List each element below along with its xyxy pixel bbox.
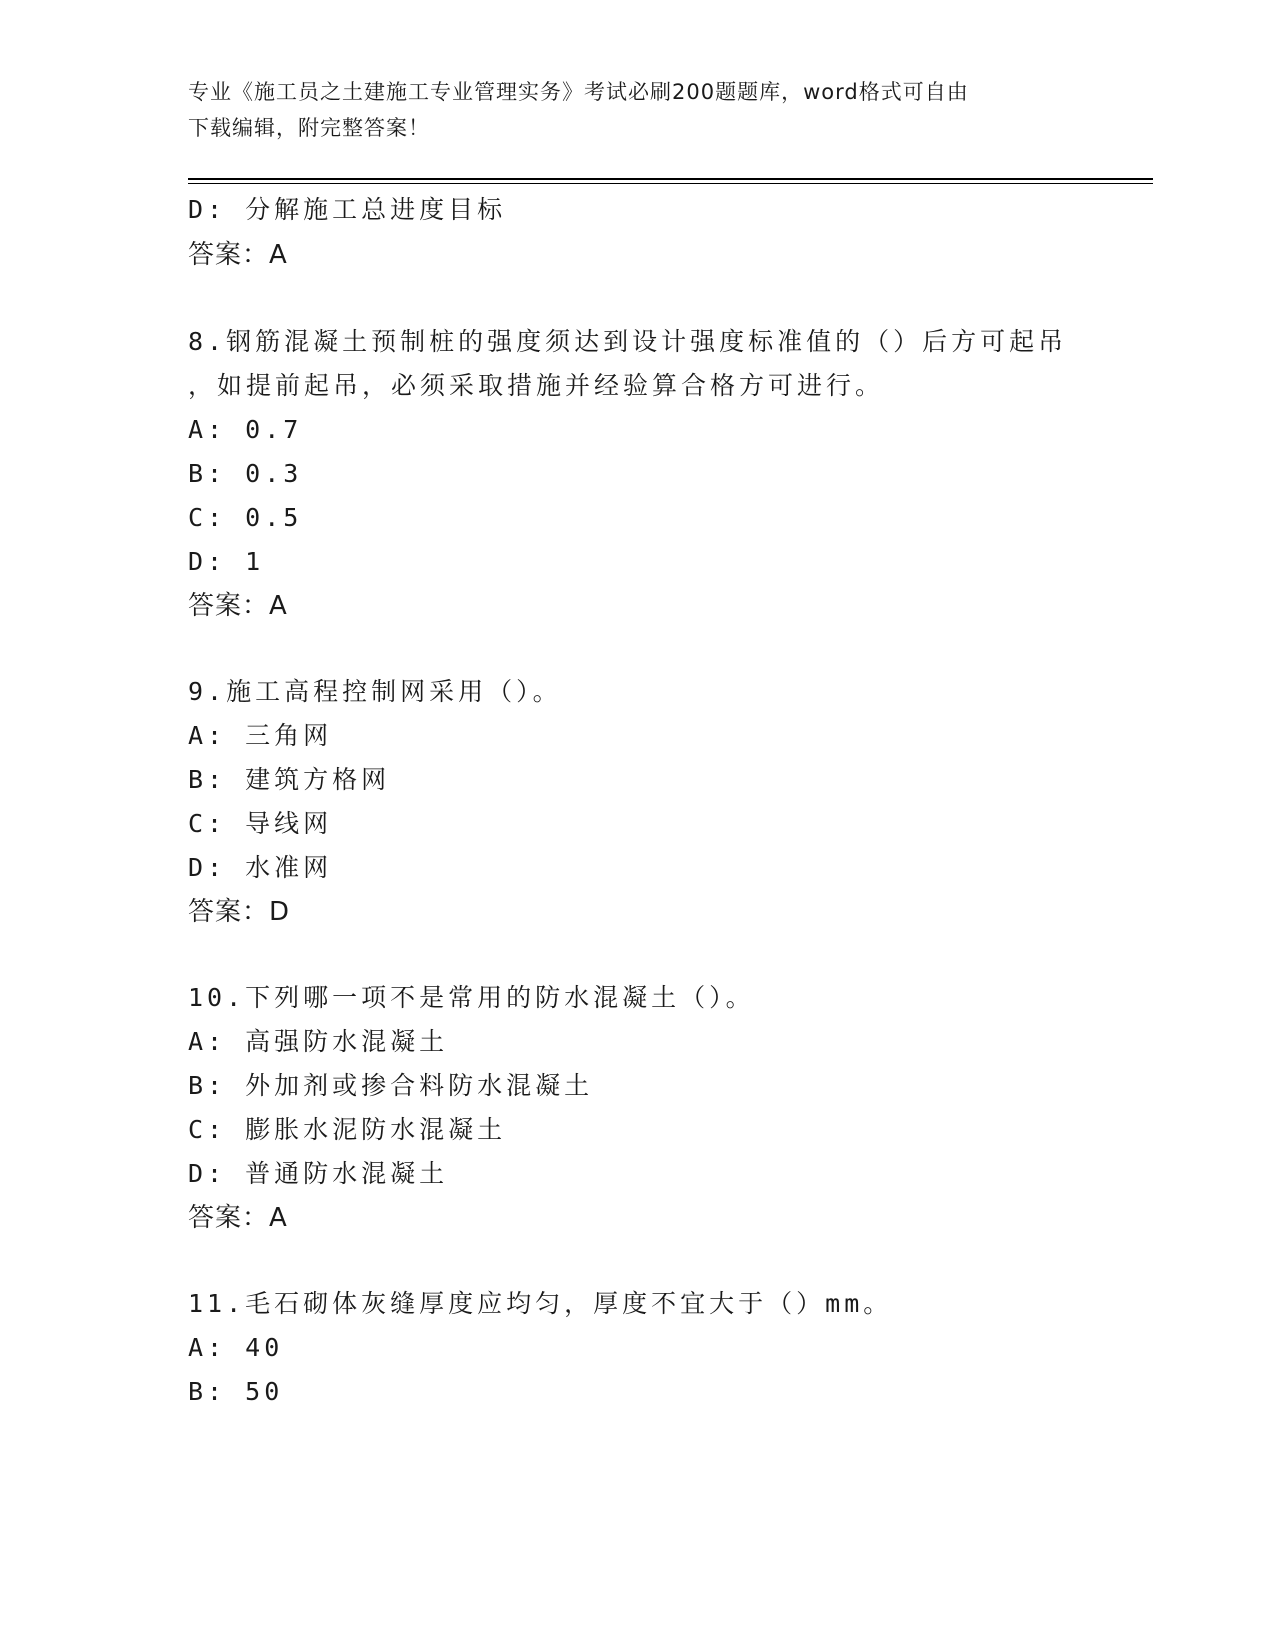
header-divider-thin <box>188 183 1153 184</box>
question-9-option-c: C: 导线网 <box>188 809 333 838</box>
question-10-option-b: B: 外加剂或掺合料防水混凝土 <box>188 1071 594 1100</box>
document-header <box>188 74 1068 146</box>
question-11-option-a: A: 40 <box>188 1333 284 1362</box>
question-11-option-b: B: 50 <box>188 1377 284 1406</box>
question-9-answer: 答案：D <box>188 897 291 927</box>
question-9-option-b: B: 建筑方格网 <box>188 765 391 794</box>
question-8-text-line-1: 8.钢筋混凝土预制桩的强度须达到设计强度标准值的（）后方可起吊 <box>188 327 1068 356</box>
question-8-option-b: B: 0.3 <box>188 459 303 488</box>
question-10-option-c: C: 膨胀水泥防水混凝土 <box>188 1115 507 1144</box>
previous-option-d: D: 分解施工总进度目标 <box>188 195 507 224</box>
header-line-1: 专业《施工员之土建施工专业管理实务》考试必刷200题题库，word格式可自由 <box>188 80 969 104</box>
question-10-option-d: D: 普通防水混凝土 <box>188 1159 449 1188</box>
question-9-option-d: D: 水准网 <box>188 853 333 882</box>
question-9-option-a: A: 三角网 <box>188 721 333 750</box>
question-10-answer: 答案：A <box>188 1203 288 1233</box>
question-8-text-line-2: ，如提前起吊，必须采取措施并经验算合格方可进行。 <box>188 371 885 400</box>
header-line-2: 下载编辑，附完整答案！ <box>188 116 430 140</box>
question-8-option-c: C: 0.5 <box>188 503 303 532</box>
question-8-answer: 答案：A <box>188 591 288 621</box>
question-8-option-d: D: 1 <box>188 547 265 576</box>
question-9-text: 9.施工高程控制网采用（）。 <box>188 677 562 706</box>
question-10-option-a: A: 高强防水混凝土 <box>188 1027 449 1056</box>
question-8-option-a: A: 0.7 <box>188 415 303 444</box>
question-11-text: 11.毛石砌体灰缝厚度应均匀，厚度不宜大于（）mm。 <box>188 1289 893 1318</box>
previous-answer: 答案：A <box>188 240 288 270</box>
question-10-text: 10.下列哪一项不是常用的防水混凝土（）。 <box>188 983 755 1012</box>
header-divider-thick <box>188 178 1153 180</box>
